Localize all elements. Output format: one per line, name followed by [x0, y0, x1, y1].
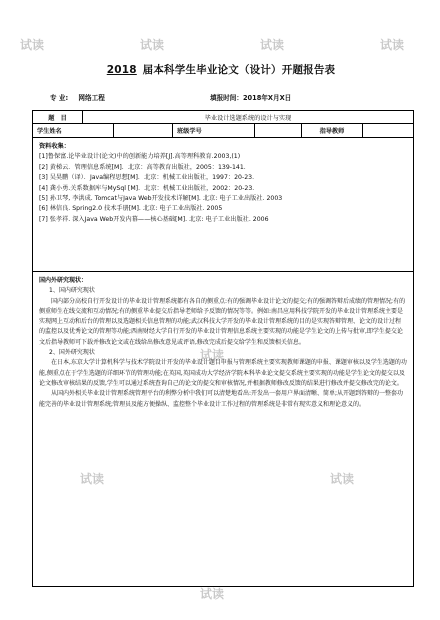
domestic-subheading: 1、国内研究现状: [49, 287, 95, 295]
topic-value: 毕业设计选题系统的设计与实现: [204, 114, 292, 122]
topic-row: [33, 111, 413, 124]
teacher-value: [363, 124, 413, 137]
foreign-subheading: 2、国外研究现状: [49, 349, 95, 357]
date-field: 填报时间：2018年X月X日: [210, 94, 292, 102]
reference-item: [5] 孙卫琴, 李洪成. Tomcat与Java Web开发技术详解[M]. 北京: 电子工业出版社. 2003: [39, 195, 283, 203]
conclusion-paragraph: 从国内外相关毕业设计管理系统管理平台的利弊分析中我们可以清楚地看出:开发出一套用户界面清晰、简单;从开题到答辩的一整套功能完善的毕业设计管理系统;管理员及能方便操纵、监控整个毕业设计工作过程的管理系统是非常有现实意义和理论意义的。: [39, 390, 404, 408]
page-title: [0, 62, 440, 77]
reference-item: [7] 张孝祥. 深入Java Web开发内幕——核心基础[M]. 北京: 电子工业出版社. 2006: [39, 215, 269, 223]
watermark: 试读: [260, 38, 285, 52]
reference-item: [3] 吴昊鹏（译）．Java编程思想[M]．北京：机械工业出版社，1997：20-23．: [39, 174, 259, 182]
major-label: 专 业:: [50, 94, 69, 102]
watermark: 试读: [200, 348, 225, 362]
watermark: 试读: [330, 472, 355, 486]
teacher-label: 指导教师: [302, 124, 363, 137]
major-field: [50, 92, 210, 102]
reference-item: [4] 龚小勇.关系数据库与MySql [M]．北京：机械工业出版社，2002：20-23．: [39, 184, 259, 192]
class-id-value: [255, 124, 302, 137]
foreign-paragraph: 在日本,东京大学计算机科学与技术学院设计开发的毕业设计题目申报与管理系统主要实现教师课题的申报、课题审核以及学生选题的功能,侧重点在于学生选题的详细环节的管理功能;在英国,英国成功大学经济学院本科毕业论文提交系统主要实现的功能是学生论文的提交以及论文修改审核结果的反馈,学生可以通过系统查询自己的论文的提交和审核情况,并根据教师修改反馈的结果进行修改并提交修改完的论文。: [39, 359, 407, 387]
student-row: [33, 124, 413, 138]
topic-label: 题 目: [33, 111, 83, 123]
references-section: [33, 138, 413, 272]
watermark: 试读: [80, 472, 105, 486]
meta-row: [50, 92, 410, 102]
title-text: 届本科学生毕业论文（设计）开题报告表: [142, 64, 336, 76]
major-value: 网络工程: [78, 94, 105, 102]
watermark: 试读: [380, 38, 405, 52]
research-heading: 国内外研究现状：: [39, 277, 88, 284]
watermark: 试读: [20, 38, 45, 52]
references-heading: 资料收集：: [39, 143, 70, 150]
class-id-label: 班级学号: [173, 124, 255, 137]
watermark: 试读: [140, 38, 165, 52]
reference-item: [6] 林信良. Spring2.0 技术手册[M]. 北京: 电子工业出版社. 2005: [39, 205, 223, 213]
domestic-paragraph: 国内部分高校自行开发设计的毕业设计管理系统都有各自的侧重点:有的强调毕业设计论文的提交;有的强调答辩后成绩的管理情况;有的侧重师生在线交流和互动情况;有的侧重毕业提交后指导老师给予反馈的情况等等。例如:南昌应用科技学院开发的毕业设计管理系统主要是实现网上互动和后台的管理以及选题相关信息管理的功能;武汉科技大学开发的毕业设计管理系统的目的是实现答辩管理、论文的设计过程的监控以及优秀论文的管理等功能;西南财经大学自行开发的毕业设计管理信息系统主要实现的功能是学生论文的上传与批审,即学生提交论文后指导教师可下载并修改论文或在线给出修改意见或评语,修改完成后提交给学生和反馈相关信息。: [39, 297, 406, 346]
research-section: [33, 272, 413, 586]
student-name-label: 学生姓名: [33, 124, 114, 137]
watermark: 试读: [200, 587, 225, 601]
title-year: 2018: [106, 64, 137, 76]
student-name-value: [114, 124, 173, 137]
reference-item: [2] 黄梯云．管理信息系统[M]．北京：高等教育出版社，2005：139-141．: [39, 163, 250, 171]
report-table: [32, 110, 414, 587]
reference-item: [1]鲁保富.论毕业设计(论文)中的创新能力培养[J].高等理科教育.2003,(1): [39, 153, 241, 161]
